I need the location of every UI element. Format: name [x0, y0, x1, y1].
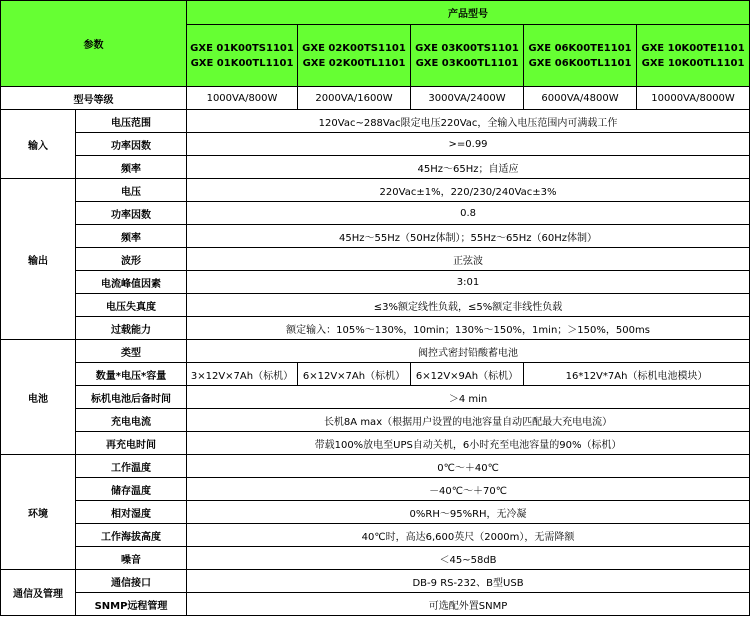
grade-value: 3000VA/2400W	[411, 87, 524, 110]
table-row	[1, 363, 750, 386]
row-label: 再充电时间	[76, 432, 187, 455]
table-row	[1, 317, 750, 340]
row-label: 数量*电压*容量	[76, 363, 187, 386]
grade-value: 2000VA/1600W	[298, 87, 411, 110]
row-label: 频率	[76, 156, 187, 179]
row-label: 相对湿度	[76, 501, 187, 524]
row-value: 16*12V*7Ah（标机电池模块）	[524, 363, 750, 386]
row-value: ＞4 min	[187, 386, 750, 409]
category-battery: 电池	[1, 340, 76, 455]
row-label: 工作海拔高度	[76, 524, 187, 547]
row-label: 频率	[76, 225, 187, 248]
row-value: －40℃～＋70℃	[187, 478, 750, 501]
row-label: 电流峰值因素	[76, 271, 187, 294]
table-row	[1, 248, 750, 271]
row-label: 功率因数	[76, 202, 187, 225]
table-row	[1, 455, 750, 478]
row-value: 正弦波	[187, 248, 750, 271]
row-label: SNMP远程管理	[76, 593, 187, 616]
table-row	[1, 524, 750, 547]
table-row	[1, 271, 750, 294]
row-value: 3×12V×7Ah（标机）	[187, 363, 298, 386]
param-header: 参数	[1, 1, 187, 87]
row-label: 功率因数	[76, 133, 187, 156]
table-row	[1, 432, 750, 455]
table-row	[1, 87, 750, 110]
row-value: ≤3%额定线性负载，≤5%额定非线性负载	[187, 294, 750, 317]
row-value: 0℃～＋40℃	[187, 455, 750, 478]
row-value: 6×12V×9Ah（标机）	[411, 363, 524, 386]
row-value: 3:01	[187, 271, 750, 294]
row-label: 通信接口	[76, 570, 187, 593]
table-row	[1, 570, 750, 593]
row-label: 储存温度	[76, 478, 187, 501]
model-2: GXE 02K00TS1101 GXE 02K00TL1101	[298, 25, 411, 87]
table-row	[1, 478, 750, 501]
row-label: 充电电流	[76, 409, 187, 432]
table-row	[1, 409, 750, 432]
grade-value: 1000VA/800W	[187, 87, 298, 110]
table-row	[1, 593, 750, 616]
row-label: 工作温度	[76, 455, 187, 478]
row-value: 45Hz～55Hz（50Hz体制）；55Hz～65Hz（60Hz体制）	[187, 225, 750, 248]
model-5: GXE 10K00TE1101 GXE 10K00TL1101	[637, 25, 750, 87]
row-label: 类型	[76, 340, 187, 363]
table-row	[1, 340, 750, 363]
row-value: 长机8A max（根据用户设置的电池容量自动匹配最大充电电流）	[187, 409, 750, 432]
row-value: >=0.99	[187, 133, 750, 156]
row-label: 电压	[76, 179, 187, 202]
table-row	[1, 501, 750, 524]
row-label: 波形	[76, 248, 187, 271]
table-row	[1, 294, 750, 317]
grade-value: 6000VA/4800W	[524, 87, 637, 110]
table-row	[1, 202, 750, 225]
row-value: 6×12V×7Ah（标机）	[298, 363, 411, 386]
table-row	[1, 225, 750, 248]
row-label: 电压失真度	[76, 294, 187, 317]
category-input: 输入	[1, 110, 76, 179]
row-value: 带载100%放电至UPS自动关机，6小时充至电池容量的90%（标机）	[187, 432, 750, 455]
row-value: 0%RH～95%RH，无冷凝	[187, 501, 750, 524]
product-model-header: 产品型号	[187, 1, 750, 25]
category-environment: 环境	[1, 455, 76, 570]
row-value: 40℃时，高达6,600英尺（2000m），无需降额	[187, 524, 750, 547]
row-value: 可选配外置SNMP	[187, 593, 750, 616]
row-value: 阀控式密封铅酸蓄电池	[187, 340, 750, 363]
row-value: 45Hz～65Hz；自适应	[187, 156, 750, 179]
category-output: 输出	[1, 179, 76, 340]
table-row	[1, 110, 750, 133]
row-value: 120Vac~288Vac限定电压220Vac，全输入电压范围内可满载工作	[187, 110, 750, 133]
grade-value: 10000VA/8000W	[637, 87, 750, 110]
model-1: GXE 01K00TS1101 GXE 01K00TL1101	[187, 25, 298, 87]
row-value: DB-9 RS-232、B型USB	[187, 570, 750, 593]
row-value: 额定输入：105%～130%，10min；130%～150%，1min；＞150%，500ms	[187, 317, 750, 340]
table-row	[1, 547, 750, 570]
table-row	[1, 156, 750, 179]
row-value: 220Vac±1%，220/230/240Vac±3%	[187, 179, 750, 202]
model-3: GXE 03K00TS1101 GXE 03K00TL1101	[411, 25, 524, 87]
row-label: 噪音	[76, 547, 187, 570]
table-row	[1, 386, 750, 409]
table-row	[1, 179, 750, 202]
row-value: 0.8	[187, 202, 750, 225]
category-communication: 通信及管理	[1, 570, 76, 616]
grade-label: 型号等级	[1, 87, 187, 110]
row-label: 电压范围	[76, 110, 187, 133]
model-4: GXE 06K00TE1101 GXE 06K00TL1101	[524, 25, 637, 87]
row-label: 标机电池后备时间	[76, 386, 187, 409]
table-row	[1, 133, 750, 156]
row-value: ＜45~58dB	[187, 547, 750, 570]
row-label: 过载能力	[76, 317, 187, 340]
